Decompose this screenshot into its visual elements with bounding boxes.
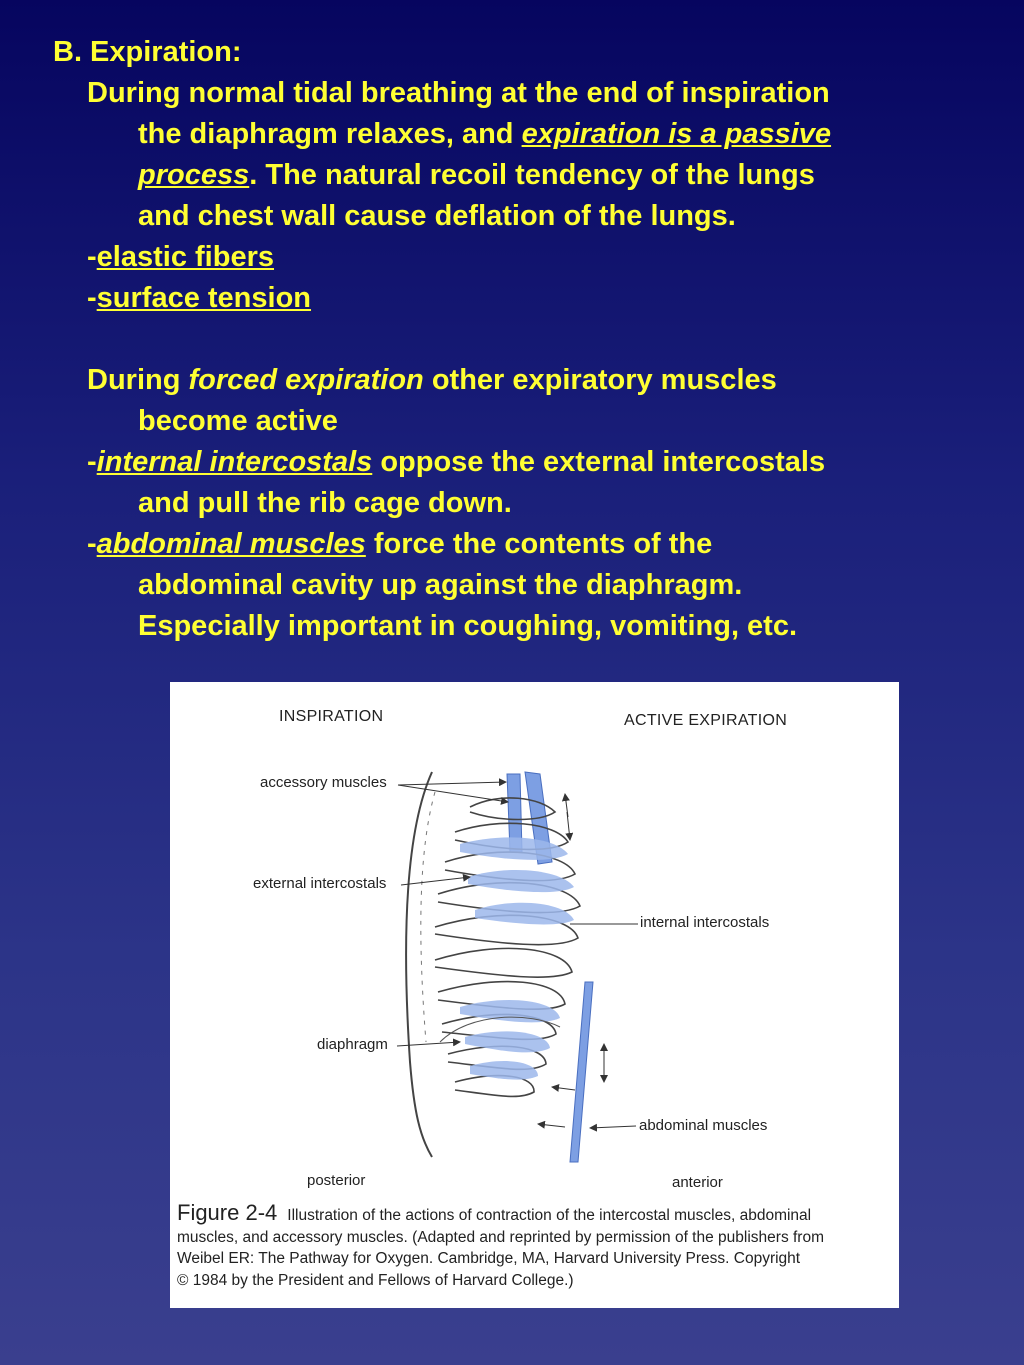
paragraph-line: and pull the rib cage down. bbox=[138, 487, 512, 519]
figure-number: Figure 2-4 bbox=[177, 1200, 278, 1225]
intercostal-muscles bbox=[460, 837, 574, 1079]
emphasis-forced: forced expiration bbox=[188, 364, 424, 396]
paragraph-line: abdominal cavity up against the diaphragm. bbox=[138, 569, 743, 601]
label-internal-intercostals: internal intercostals bbox=[640, 914, 770, 931]
text-span: oppose the external intercostals bbox=[372, 446, 826, 478]
bullet-elastic-fibers bbox=[87, 237, 274, 278]
caption-line bbox=[177, 1202, 892, 1227]
paragraph-line: and chest wall cause deflation of the lungs. bbox=[138, 200, 736, 232]
paragraph-line: During normal tidal breathing at the end of inspiration bbox=[87, 77, 830, 109]
section-heading: B. Expiration: bbox=[53, 36, 242, 68]
caption-line: muscles, and accessory muscles. (Adapted and reprinted by permission of the publishers from bbox=[177, 1228, 824, 1246]
label-accessory-muscles: accessory muscles bbox=[260, 774, 387, 791]
paragraph-line: Especially important in coughing, vomiting, etc. bbox=[138, 610, 798, 642]
text-span: During bbox=[87, 364, 189, 396]
bullet-dash: - bbox=[87, 446, 97, 478]
bullet-term: surface tension bbox=[96, 282, 312, 314]
paragraph-line bbox=[138, 155, 815, 196]
text-span: . The natural recoil tendency of the lungs bbox=[249, 159, 815, 191]
vertebrae bbox=[421, 792, 435, 1042]
label-abdominal-muscles: abdominal muscles bbox=[639, 1117, 768, 1134]
abdominal-muscle bbox=[570, 982, 593, 1162]
bullet-term: elastic fibers bbox=[96, 241, 274, 273]
caption-text: Illustration of the actions of contraction of the intercostal muscles, abdominal bbox=[287, 1207, 812, 1224]
bullet-surface-tension bbox=[87, 278, 311, 319]
paragraph-line: become active bbox=[138, 405, 338, 437]
label-inspiration: INSPIRATION bbox=[279, 708, 384, 725]
spine-outline bbox=[406, 772, 432, 1157]
bullet-internal-intercostals bbox=[87, 442, 825, 483]
bullet-term: internal intercostals bbox=[96, 446, 373, 478]
bullet-term: abdominal muscles bbox=[96, 528, 366, 560]
bullet-dash: - bbox=[87, 241, 97, 273]
paragraph-line bbox=[87, 360, 777, 401]
bullet-dash: - bbox=[87, 528, 97, 560]
label-diaphragm: diaphragm bbox=[317, 1036, 388, 1053]
text-span: force the contents of the bbox=[365, 528, 713, 560]
label-external-intercostals: external intercostals bbox=[253, 875, 387, 892]
emphasis-passive: expiration is a passive bbox=[521, 118, 832, 150]
label-posterior: posterior bbox=[307, 1172, 366, 1189]
caption-line: © 1984 by the President and Fellows of Harvard College.) bbox=[177, 1271, 574, 1289]
figure-caption bbox=[177, 1202, 892, 1291]
text-span: other expiratory muscles bbox=[423, 364, 777, 396]
text-span: the diaphragm relaxes, and bbox=[138, 118, 522, 150]
figure-ribcage bbox=[170, 682, 899, 1308]
bullet-dash: - bbox=[87, 282, 97, 314]
label-anterior: anterior bbox=[672, 1174, 723, 1191]
label-active-expiration: ACTIVE EXPIRATION bbox=[624, 712, 788, 729]
caption-line: Weibel ER: The Pathway for Oxygen. Cambridge, MA, Harvard University Press. Copyright bbox=[177, 1250, 801, 1267]
emphasis-process: process bbox=[138, 159, 250, 191]
paragraph-line bbox=[138, 114, 831, 155]
bullet-abdominal-muscles bbox=[87, 524, 712, 565]
